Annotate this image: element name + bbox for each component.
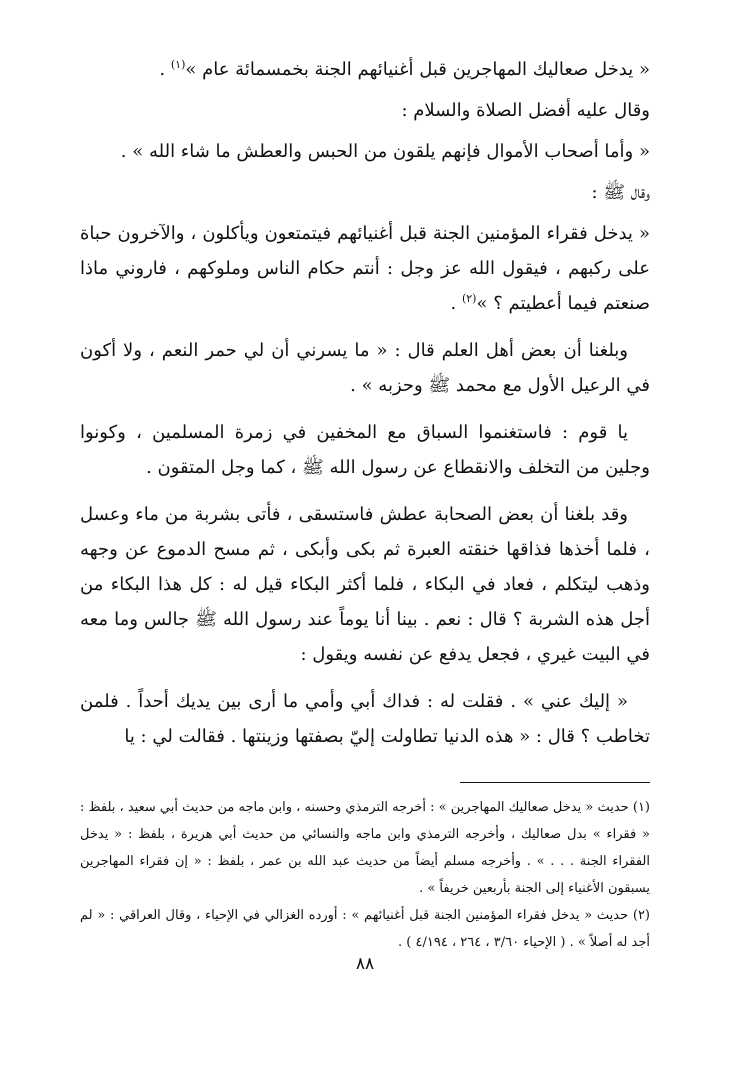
footnote-1: (١) حديث « يدخل صعاليك المهاجرين » : أخرجه الترمذي وحسنه ، وابن ماجه من حديث أبي سعيد ، بلفظ : « فقراء » بدل صعاليك ، وأخرجه الترمذي وابن ماجه والنسائي من حديث أبي هريرة ، بلفظ : « يدخل الفقراء الجنة . . . » . وأخرجه مسلم أيضاً من حديث عبد الله بن عمر ، بلفظ : « إن فقراء المهاجرين يسبقون الأغنياء إلى الجنة بأربعين خريفاً » . xyxy=(80,800,650,896)
note-ref-2: (٢) xyxy=(461,292,477,305)
paragraph-scholar-quote: وبلغنا أن بعض أهل العلم قال : « ما يسرني أن لي حمر النعم ، ولا أكون في الرعيل الأول مع محمد ﷺ وحزبه » . xyxy=(80,340,650,396)
paragraph-text: « يدخل فقراء المؤمنين الجنة قبل أغنيائهم فيتمتعون ويأكلون ، والآخرون حباة على ركبهم ، فيقول الله عز وجل : أنتم حكام الناس وملوكهم ، فاروني ماذا صنعتم فيما أعطيتم ؟ » xyxy=(80,223,650,314)
page-number: ٨٨ xyxy=(355,954,375,974)
paragraph-continuation: « إليك عني » . فقلت له : فداك أبي وأمي ما أرى بين يديك أحداً . فلمن تخاطب ؟ قال : « هذه الدنيا تطاولت إليّ بصفتها وزينتها . فقالت لي : يا xyxy=(80,691,650,747)
paragraph-hadith-1 xyxy=(80,52,650,87)
note-ref-1: (١) xyxy=(170,58,186,71)
footnote-2: (٢) حديث « يدخل فقراء المؤمنين الجنة قبل أغنيائهم » : أورده الغزالي في الإحياء ، وقال العراقي : « لم أجد له أصلاً » . ( الإحياء ٣/٦٠ ، ٢٦٤ ، ٤/١٩٤ ) . xyxy=(80,908,650,950)
paragraph-intro-3: وقال ﷺ : xyxy=(591,182,650,203)
note-ref-2-tail: . xyxy=(450,293,462,314)
book-page xyxy=(80,52,650,1062)
paragraph-intro-2: وقال عليه أفضل الصلاة والسلام : xyxy=(401,100,650,121)
paragraph-text: « يدخل صعاليك المهاجرين قبل أغنيائهم الجنة بخمسمائة عام » xyxy=(185,59,650,80)
paragraph-hadith-2: « وأما أصحاب الأموال فإنهم يلقون من الحبس والعطش ما شاء الله » . xyxy=(120,141,650,162)
paragraph-exhortation: يا قوم : فاستغنموا السباق مع المخفين في زمرة المسلمين ، وكونوا وجلين من التخلف والانقطاع عن رسول الله ﷺ ، كما وجل المتقون . xyxy=(80,422,650,478)
paragraph-companion-story: وقد بلغنا أن بعض الصحابة عطش فاستسقى ، فأتى بشربة من ماء وعسل ، فلما أخذها فذاقها خنقته العبرة ثم بكى وأبكى ، ثم مسح الدموع عن وجهه وذهب ليتكلم ، فعاد في البكاء ، فلما أكثر البكاء قيل له : كل هذا البكاء من أجل هذه الشربة ؟ قال : نعم . بينا أنا يوماً عند رسول الله ﷺ جالس وما معه في البيت غيري ، فجعل يدفع عن نفسه ويقول : xyxy=(80,504,650,665)
footnotes xyxy=(80,794,650,956)
paragraph-hadith-3 xyxy=(80,216,650,321)
note-ref-1-tail: . xyxy=(159,59,171,80)
footnote-divider xyxy=(460,782,650,783)
